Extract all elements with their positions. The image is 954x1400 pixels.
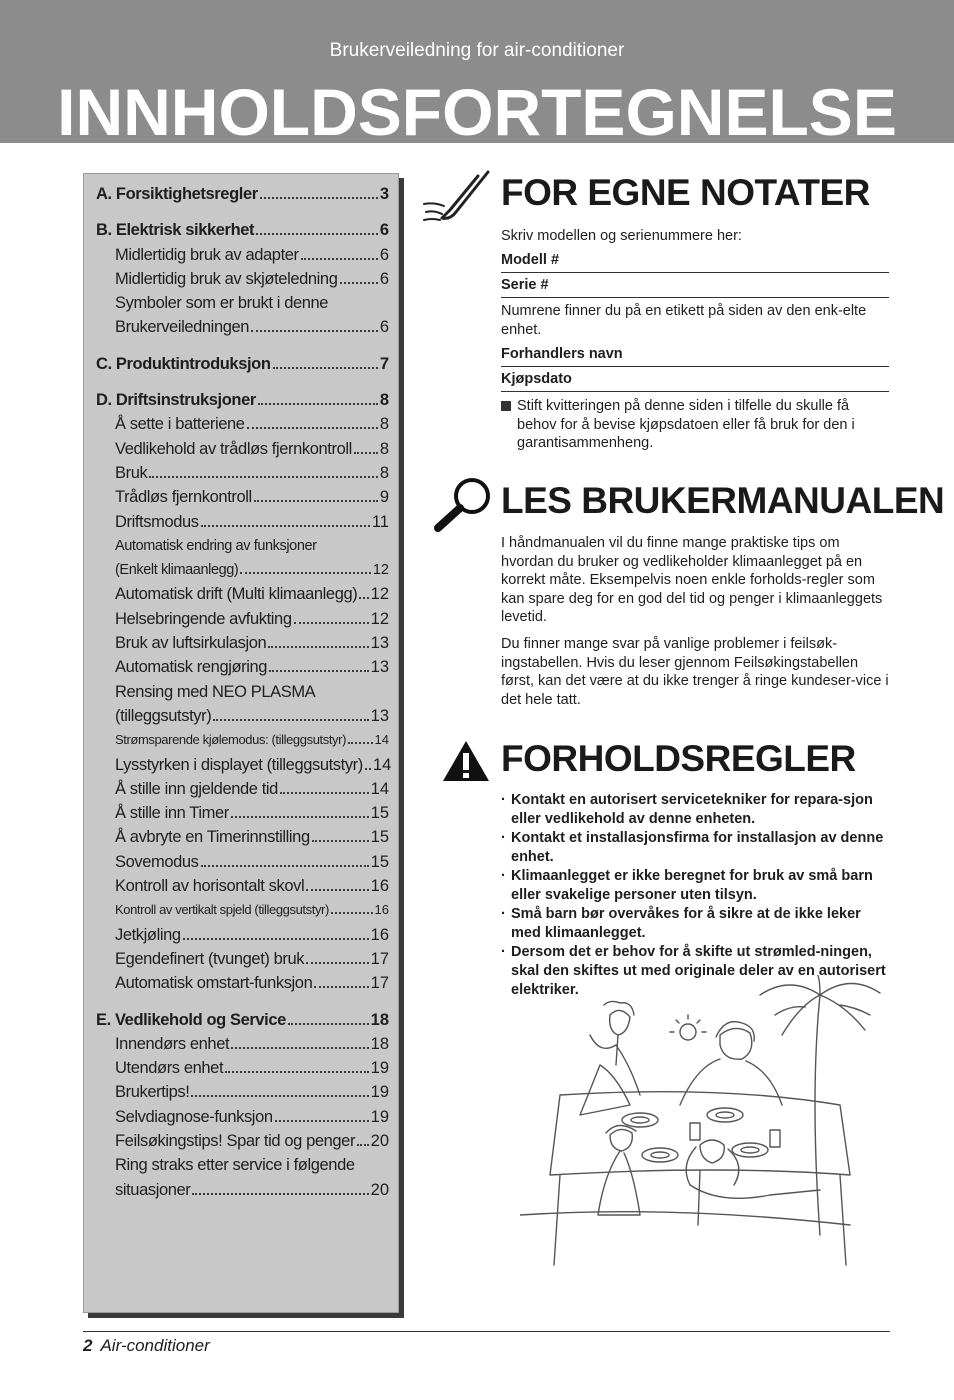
toc-page-number: 13 (370, 706, 389, 725)
toc-entry-label: Sovemodus (115, 852, 199, 871)
toc-page-number: 6 (379, 221, 389, 240)
toc-page-number: 18 (370, 1034, 389, 1053)
toc-page-number: 12 (370, 609, 389, 628)
precaution-text: Klimaanlegget er ikke beregnet for bruk av små barn eller svakelige personer uten tilsyn. (511, 868, 873, 903)
toc-page-number: 3 (379, 185, 389, 203)
precaution-text: Dersom det er behov for å skifte ut strømled-ningen, skal den skiftes ut med originale deler av en autorisert elektriker. (511, 944, 886, 998)
toc-leader-dots (201, 865, 369, 867)
toc-section[interactable] (96, 182, 389, 206)
toc-entry-label: Midlertidig bruk av skjøteledning (115, 269, 338, 288)
toc-entry[interactable] (96, 1153, 389, 1177)
toc-page-number: 6 (379, 269, 389, 288)
toc-leader-dots (269, 670, 369, 672)
toc-entry[interactable] (96, 291, 389, 315)
dealer-line (501, 366, 889, 367)
toc-leader-dots (301, 258, 378, 260)
toc-page-number: 12 (370, 585, 389, 604)
toc-leader-dots (359, 597, 368, 599)
toc-entry-label: Driftsmodus (115, 512, 199, 531)
precautions-list (501, 791, 891, 1000)
toc-leader-dots (280, 792, 369, 794)
toc-leader-dots (288, 1023, 369, 1025)
toc-entry[interactable] (96, 777, 389, 801)
toc-leader-dots (365, 768, 371, 770)
toc-entry-label: (tilleggsutstyr) (115, 706, 212, 725)
toc-entry[interactable] (96, 947, 389, 971)
toc-page-number: 20 (370, 1131, 389, 1150)
toc-entry-label: Å avbryte en Timerinnstilling (115, 828, 310, 847)
toc-page-number: 16 (370, 877, 389, 896)
toc-entry[interactable] (96, 728, 389, 752)
toc-page-number: 14 (374, 732, 389, 748)
toc-page-number: 16 (370, 925, 389, 944)
toc-leader-dots (231, 1047, 368, 1049)
toc-entry-label: Kontroll av vertikalt spjeld (tilleggsutstyr) (115, 902, 329, 918)
bullet-dot-icon: · (501, 792, 506, 808)
toc-leader-dots (340, 282, 378, 284)
toc-page-number: 13 (370, 658, 389, 677)
toc-entry[interactable] (96, 558, 389, 582)
header-subtitle: Brukerveiledning for air-conditioner (329, 40, 625, 61)
toc-leader-dots (275, 1120, 369, 1122)
toc-entry[interactable] (96, 510, 389, 534)
serial-line (501, 297, 889, 298)
precaution-text: Kontakt et installasjonsfirma for installasjon av denne enhet. (511, 830, 884, 865)
toc-entry-label: B. Elektrisk sikkerhet (96, 221, 255, 240)
toc-entry[interactable] (96, 1056, 389, 1080)
toc-page-number: 13 (370, 634, 389, 653)
toc-entry[interactable] (96, 437, 389, 461)
precaution-text: Små barn bør overvåkes for å sikre at de ikke leker med klimaanlegget. (511, 906, 861, 941)
toc-page-number: 19 (370, 1083, 389, 1102)
manual-para2: Du finner mange svar på vanlige problemer i feilsøk-ingstabellen. Hvis du leser gjennom Feilsøkingstabellen først, kan det være at du ikke trenger å ringe kundeser-vice i det hele tatt. (501, 636, 889, 708)
toc-page-number: 15 (370, 828, 389, 847)
toc-section[interactable] (96, 218, 389, 242)
toc-leader-dots (268, 646, 368, 648)
toc-leader-dots (254, 500, 378, 502)
toc-entry-label: Automatisk drift (Multi klimaanlegg) (115, 585, 358, 604)
toc-page-number: 17 (370, 949, 389, 968)
page-number: 2 (83, 1336, 93, 1355)
toc-page-number: 14 (372, 755, 392, 774)
toc-leader-dots (192, 1193, 368, 1195)
toc-entry[interactable] (96, 485, 389, 509)
toc-leader-dots (294, 622, 369, 624)
toc-entry[interactable] (96, 1032, 389, 1056)
toc-entry[interactable] (96, 850, 389, 874)
manual-title: LES BRUKERMANUALEN (501, 480, 945, 521)
toc-page-number: 20 (370, 1180, 389, 1199)
toc-page-number: 19 (370, 1059, 389, 1078)
toc-entry[interactable] (96, 607, 389, 631)
toc-entry[interactable] (96, 971, 389, 995)
toc-page-number: 8 (379, 463, 389, 482)
toc-leader-dots (256, 233, 378, 235)
toc-leader-dots (225, 1071, 369, 1073)
purchase-line (501, 391, 889, 392)
warning-icon (440, 738, 492, 784)
toc-page-number: 16 (374, 902, 389, 918)
toc-leader-dots (240, 572, 370, 574)
toc-entry[interactable] (96, 874, 389, 898)
toc-entry-label: Ring straks etter service i følgende (115, 1156, 355, 1175)
receipt-note (501, 397, 889, 453)
toc-leader-dots (258, 403, 378, 405)
toc-entry[interactable] (96, 655, 389, 679)
toc-entry-label: Strømsparende kjølemodus: (tilleggsutstyr) (115, 732, 347, 748)
toc-leader-dots (273, 367, 378, 369)
toc-list (96, 182, 392, 1202)
toc-page-number: 6 (379, 318, 389, 337)
toc-entry-label: Utendørs enhet (115, 1059, 224, 1078)
toc-entry-label: Midlertidig bruk av adapter (115, 245, 299, 264)
toc-entry-label: Automatisk omstart-funksjon (115, 974, 313, 993)
toc-entry-label: Å stille inn Timer (115, 804, 229, 823)
precaution-item (501, 905, 891, 943)
model-line (501, 272, 889, 273)
toc-entry-label: Automatisk endring av funksjoner (115, 537, 317, 554)
toc-gap (96, 996, 389, 1008)
toc-page-number: 8 (379, 415, 389, 434)
toc-entry-label: D. Driftsinstruksjoner (96, 391, 256, 410)
bullet-dot-icon: · (501, 830, 506, 846)
toc-entry-label: (Enkelt klimaanlegg) (115, 562, 239, 579)
toc-entry-label: Brukertips! (115, 1083, 190, 1102)
toc-leader-dots (231, 816, 369, 818)
toc-entry[interactable] (96, 753, 392, 777)
bullet-dot-icon: · (501, 944, 506, 960)
toc-leader-dots (348, 742, 373, 744)
purchase-label: Kjøpsdato (501, 371, 572, 387)
footer-label: Air-conditioner (100, 1336, 210, 1355)
toc-entry-label: Brukerveiledningen (115, 318, 250, 337)
toc-entry-label: Jetkjøling (115, 925, 181, 944)
family-illustration (520, 975, 890, 1275)
toc-leader-dots (149, 476, 377, 478)
toc-leader-dots (201, 525, 370, 527)
label-info: Numrene finner du på en etikett på siden av den enk-elte enhet. (501, 303, 867, 338)
toc-entry[interactable] (96, 315, 389, 339)
toc-page-number: 15 (370, 804, 389, 823)
toc-entry[interactable] (96, 1178, 389, 1202)
page-header (0, 0, 954, 149)
bullet-dot-icon: · (501, 868, 506, 884)
toc-entry-label: Lysstyrken i displayet (tilleggsutstyr) (115, 755, 363, 774)
footer-rule (83, 1331, 890, 1332)
toc-entry-label: Egendefinert (tvunget) bruk (115, 949, 305, 968)
receipt-note-text: Stift kvitteringen på denne siden i tilfelle du skulle få behov for å bevise kjøpsdatoen eller få bruk for den i garantisammenheng. (517, 398, 855, 451)
toc-page-number: 9 (379, 488, 389, 507)
toc-section[interactable] (96, 388, 389, 412)
precautions-title: FORHOLDSREGLER (501, 738, 856, 779)
toc-entry-label: Vedlikehold av trådløs fjernkontroll (115, 439, 352, 458)
dealer-label: Forhandlers navn (501, 346, 623, 362)
toc-entry[interactable] (96, 534, 389, 558)
toc-leader-dots (260, 197, 378, 199)
page-footer (83, 1336, 210, 1356)
toc-page-number: 17 (370, 974, 389, 993)
toc-gap (96, 206, 389, 218)
toc-entry[interactable] (96, 631, 389, 655)
toc-leader-dots (331, 912, 373, 914)
toc-leader-dots (306, 962, 368, 964)
toc-section[interactable] (96, 352, 389, 376)
toc-entry-label: Innendørs enhet (115, 1034, 230, 1053)
table-of-contents (83, 173, 399, 1313)
toc-entry-label: E. Vedlikehold og Service (96, 1010, 286, 1029)
toc-entry[interactable] (96, 1129, 389, 1153)
toc-leader-dots (312, 840, 369, 842)
magnifier-icon (432, 474, 494, 532)
precaution-item (501, 867, 891, 905)
toc-gap (96, 376, 389, 388)
toc-entry-label: situasjoner (115, 1180, 191, 1199)
toc-entry-label: Kontroll av horisontalt skovl (115, 877, 305, 896)
toc-entry[interactable] (96, 461, 389, 485)
toc-entry[interactable] (96, 582, 389, 606)
toc-entry-label: C. Produktintroduksjon (96, 354, 271, 373)
toc-entry-label: Automatisk rengjøring (115, 658, 268, 677)
toc-entry-label: A. Forsiktighetsregler (96, 185, 258, 203)
model-label: Modell # (501, 252, 560, 268)
toc-leader-dots (306, 889, 368, 891)
toc-leader-dots (354, 452, 378, 454)
toc-entry-label: Å sette i batteriene (115, 415, 245, 434)
toc-entry[interactable] (96, 1080, 389, 1104)
page-title: INNHOLDSFORTEGNELSE (57, 75, 897, 149)
toc-entry[interactable] (96, 801, 389, 825)
toc-leader-dots (314, 986, 368, 988)
toc-page-number: 7 (379, 354, 389, 373)
manual-para1: I håndmanualen vil du finne mange praktiske tips om hvordan du bruker og vedlikeholder klimaanlegget på en korrekt måte. Eksempelvis noen enkle forholds-regler som kan spare deg for en god del tid og penger i klimaanleggets levetid. (501, 535, 883, 625)
toc-entry[interactable] (96, 923, 389, 947)
toc-leader-dots (191, 1095, 368, 1097)
toc-entry[interactable] (96, 704, 389, 728)
toc-gap (96, 340, 389, 352)
pen-icon (420, 168, 494, 224)
toc-leader-dots (357, 1144, 369, 1146)
toc-page-number: 19 (370, 1107, 389, 1126)
toc-entry[interactable] (96, 680, 389, 704)
serial-label: Serie # (501, 277, 549, 293)
toc-entry-label: Bruk av luftsirkulasjon (115, 634, 267, 653)
toc-page-number: 8 (379, 391, 389, 410)
toc-entry-label: Symboler som er brukt i denne (115, 294, 329, 313)
toc-page-number: 11 (371, 512, 389, 531)
toc-leader-dots (247, 427, 378, 429)
precaution-item (501, 791, 891, 829)
toc-entry-label: Helsebringende avfukting (115, 609, 292, 628)
toc-page-number: 12 (372, 562, 389, 579)
toc-leader-dots (213, 719, 368, 721)
toc-entry[interactable] (96, 267, 389, 291)
toc-section[interactable] (96, 1008, 389, 1032)
toc-entry[interactable] (96, 825, 389, 849)
toc-page-number: 6 (379, 245, 389, 264)
toc-entry-label: Rensing med NEO PLASMA (115, 682, 316, 701)
toc-entry[interactable] (96, 243, 389, 267)
toc-page-number: 18 (370, 1010, 389, 1029)
toc-page-number: 15 (370, 852, 389, 871)
toc-entry[interactable] (96, 1105, 389, 1129)
precaution-text: Kontakt en autorisert servicetekniker for repara-sjon eller vedlikehold av denne enheten. (511, 792, 873, 827)
toc-entry-label: Trådløs fjernkontroll (115, 488, 252, 507)
toc-leader-dots (183, 938, 369, 940)
toc-entry[interactable] (96, 898, 389, 922)
bullet-square-icon (501, 401, 511, 411)
toc-entry-label: Bruk (115, 463, 148, 482)
toc-entry-label: Selvdiagnose-funksjon (115, 1107, 273, 1126)
toc-entry[interactable] (96, 412, 389, 436)
toc-page-number: 14 (370, 779, 389, 798)
precaution-item (501, 829, 891, 867)
toc-leader-dots (251, 330, 378, 332)
notes-intro: Skriv modellen og serienummere her: (501, 228, 742, 244)
bullet-dot-icon: · (501, 906, 506, 922)
toc-entry-label: Å stille inn gjeldende tid (115, 779, 278, 798)
notes-title: FOR EGNE NOTATER (501, 172, 870, 213)
toc-page-number: 8 (379, 439, 389, 458)
toc-entry-label: Feilsøkingstips! Spar tid og penger (115, 1131, 356, 1150)
